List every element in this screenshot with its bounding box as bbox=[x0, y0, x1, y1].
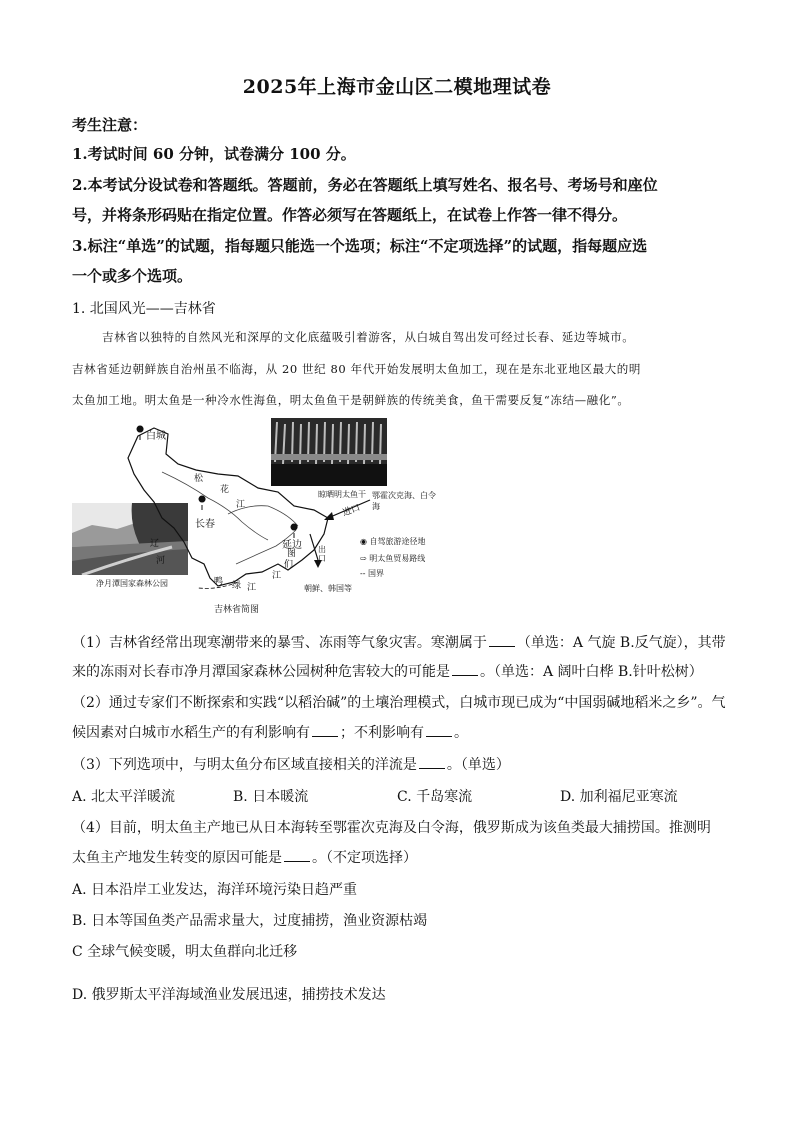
answer-blank[interactable] bbox=[419, 756, 445, 769]
option-c[interactable]: C. 千岛寒流 bbox=[397, 789, 473, 805]
notice-item: 一个或多个选项。 bbox=[72, 267, 193, 285]
river-char: 图 bbox=[287, 549, 297, 559]
river-char: 们 bbox=[284, 560, 294, 570]
notice-item: 3.标注“单选”的试题，指每题只能选一个选项；标注“不定项选择”的试题，指每题应选 bbox=[72, 237, 648, 255]
photo-top-caption: 晾晒明太鱼干 bbox=[318, 490, 366, 499]
photo-left-caption: 净月潭国家森林公园 bbox=[96, 579, 168, 588]
answer-blank[interactable] bbox=[284, 849, 310, 862]
border-line-icon: -- bbox=[360, 569, 368, 578]
option-d[interactable]: D. 加利福尼亚寒流 bbox=[560, 789, 678, 805]
option-a[interactable]: A. 日本沿岸工业发达，海洋环境污染日趋严重 bbox=[72, 882, 358, 898]
river-char: 松 bbox=[194, 474, 204, 484]
pin-icon bbox=[199, 496, 205, 510]
pin-icon bbox=[137, 426, 143, 440]
river-char: 鸭 bbox=[214, 577, 224, 587]
subquestion-1: （1）吉林省经常出现寒潮带来的暴雪、冻雨等气象灾害。寒潮属于 （单选：A 气旋 B.反气旋），其带 bbox=[72, 635, 726, 651]
answer-blank[interactable] bbox=[312, 724, 338, 737]
map-caption: 吉林省简图 bbox=[214, 605, 260, 615]
question-title: 1. 北国风光——吉林省 bbox=[72, 301, 216, 317]
option-b[interactable]: B. 日本等国鱼类产品需求量大，过度捕捞，渔业资源枯竭 bbox=[72, 913, 428, 929]
option-b[interactable]: B. 日本暖流 bbox=[233, 789, 309, 805]
option-d[interactable]: D. 俄罗斯太平洋海域渔业发展迅速，捕捞技术发达 bbox=[72, 987, 386, 1003]
river-char: 江 bbox=[272, 571, 282, 581]
notice-header: 考生注意： bbox=[72, 116, 148, 134]
river-char: 江 bbox=[236, 500, 246, 510]
river-char: 河 bbox=[156, 556, 166, 566]
subquestion-2: （2）通过专家们不断探索和实践“以稻治碱”的土壤治理模式，白城市现已成为“中国弱碱地稻米之乡”。气 bbox=[72, 695, 726, 711]
option-c[interactable]: C 全球气候变暖，明太鱼群向北迁移 bbox=[72, 944, 298, 960]
intro-line: 吉林省延边朝鲜族自治州虽不临海，从 20 世纪 80 年代开始发展明太鱼加工，现在是东北亚地区最大的明 bbox=[72, 362, 641, 376]
legend-item: ◉ 自驾旅游途径地 bbox=[360, 537, 426, 546]
intro-line: 吉林省以独特的自然风光和深厚的文化底蕴吸引着游客，从白城自驾出发可经过长春、延边等城市。 bbox=[102, 330, 635, 344]
subquestion-4: （4）目前，明太鱼主产地已从日本海转至鄂霍次克海及白令海，俄罗斯成为该鱼类最大捕捞国。推测明 bbox=[72, 820, 711, 836]
page-title: 2025年上海市金山区二模地理试卷 bbox=[242, 76, 552, 98]
pin-icon: ◉ bbox=[360, 537, 370, 546]
notice-item: 2.本考试分设试卷和答题纸。答题前，务必在答题纸上填写姓名、报名号、考场号和座位 bbox=[72, 176, 658, 194]
import-label: 进口 bbox=[341, 503, 362, 519]
city-label-baicheng: 白城 bbox=[146, 431, 166, 442]
river-char: 辽 bbox=[150, 539, 160, 549]
subquestion-3: （3）下列选项中，与明太鱼分布区域直接相关的洋流是 。（单选） bbox=[72, 757, 510, 773]
sea-label: 鄂霍次克海、白令海 bbox=[372, 491, 436, 511]
subquestion-1-line2: 来的冻雨对长春市净月潭国家森林公园树种危害较大的可能是 。（单选：A 阔叶白桦 B.针叶松树） bbox=[72, 664, 703, 680]
river-char: 绿 bbox=[232, 581, 242, 591]
intro-line: 太鱼加工地。明太鱼是一种冷水性海鱼，明太鱼鱼干是朝鲜族的传统美食，鱼干需要反复“冻结—融化”。 bbox=[72, 393, 630, 407]
city-label-yanbian: 延边 bbox=[282, 540, 302, 551]
subquestion-2-line2: 候因素对白城市水稻生产的有利影响有 ；不利影响有 。 bbox=[72, 725, 468, 741]
notice-item: 号，并将条形码贴在指定位置。作答必须写在答题纸上，在试卷上作答一律不得分。 bbox=[72, 206, 628, 224]
answer-blank[interactable] bbox=[426, 724, 452, 737]
arrow-icon: ⇨ bbox=[360, 554, 370, 563]
option-a[interactable]: A. 北太平洋暖流 bbox=[72, 789, 176, 805]
export-label: 出口 bbox=[318, 545, 326, 563]
notice-item: 1.考试时间 60 分钟，试卷满分 100 分。 bbox=[72, 145, 356, 163]
legend-item: ⇨ 明太鱼贸易路线 bbox=[360, 554, 426, 563]
legend-item: -- 国界 bbox=[360, 569, 384, 578]
river-char: 花 bbox=[220, 485, 230, 495]
subquestion-4-line2: 太鱼主产地发生转变的原因可能是 。（不定项选择） bbox=[72, 850, 417, 866]
city-label-changchun: 长春 bbox=[195, 519, 215, 530]
river-char: 江 bbox=[247, 583, 257, 593]
answer-blank[interactable] bbox=[452, 663, 478, 676]
export-destination: 朝鲜、韩国等 bbox=[304, 584, 352, 593]
answer-blank[interactable] bbox=[489, 634, 515, 647]
